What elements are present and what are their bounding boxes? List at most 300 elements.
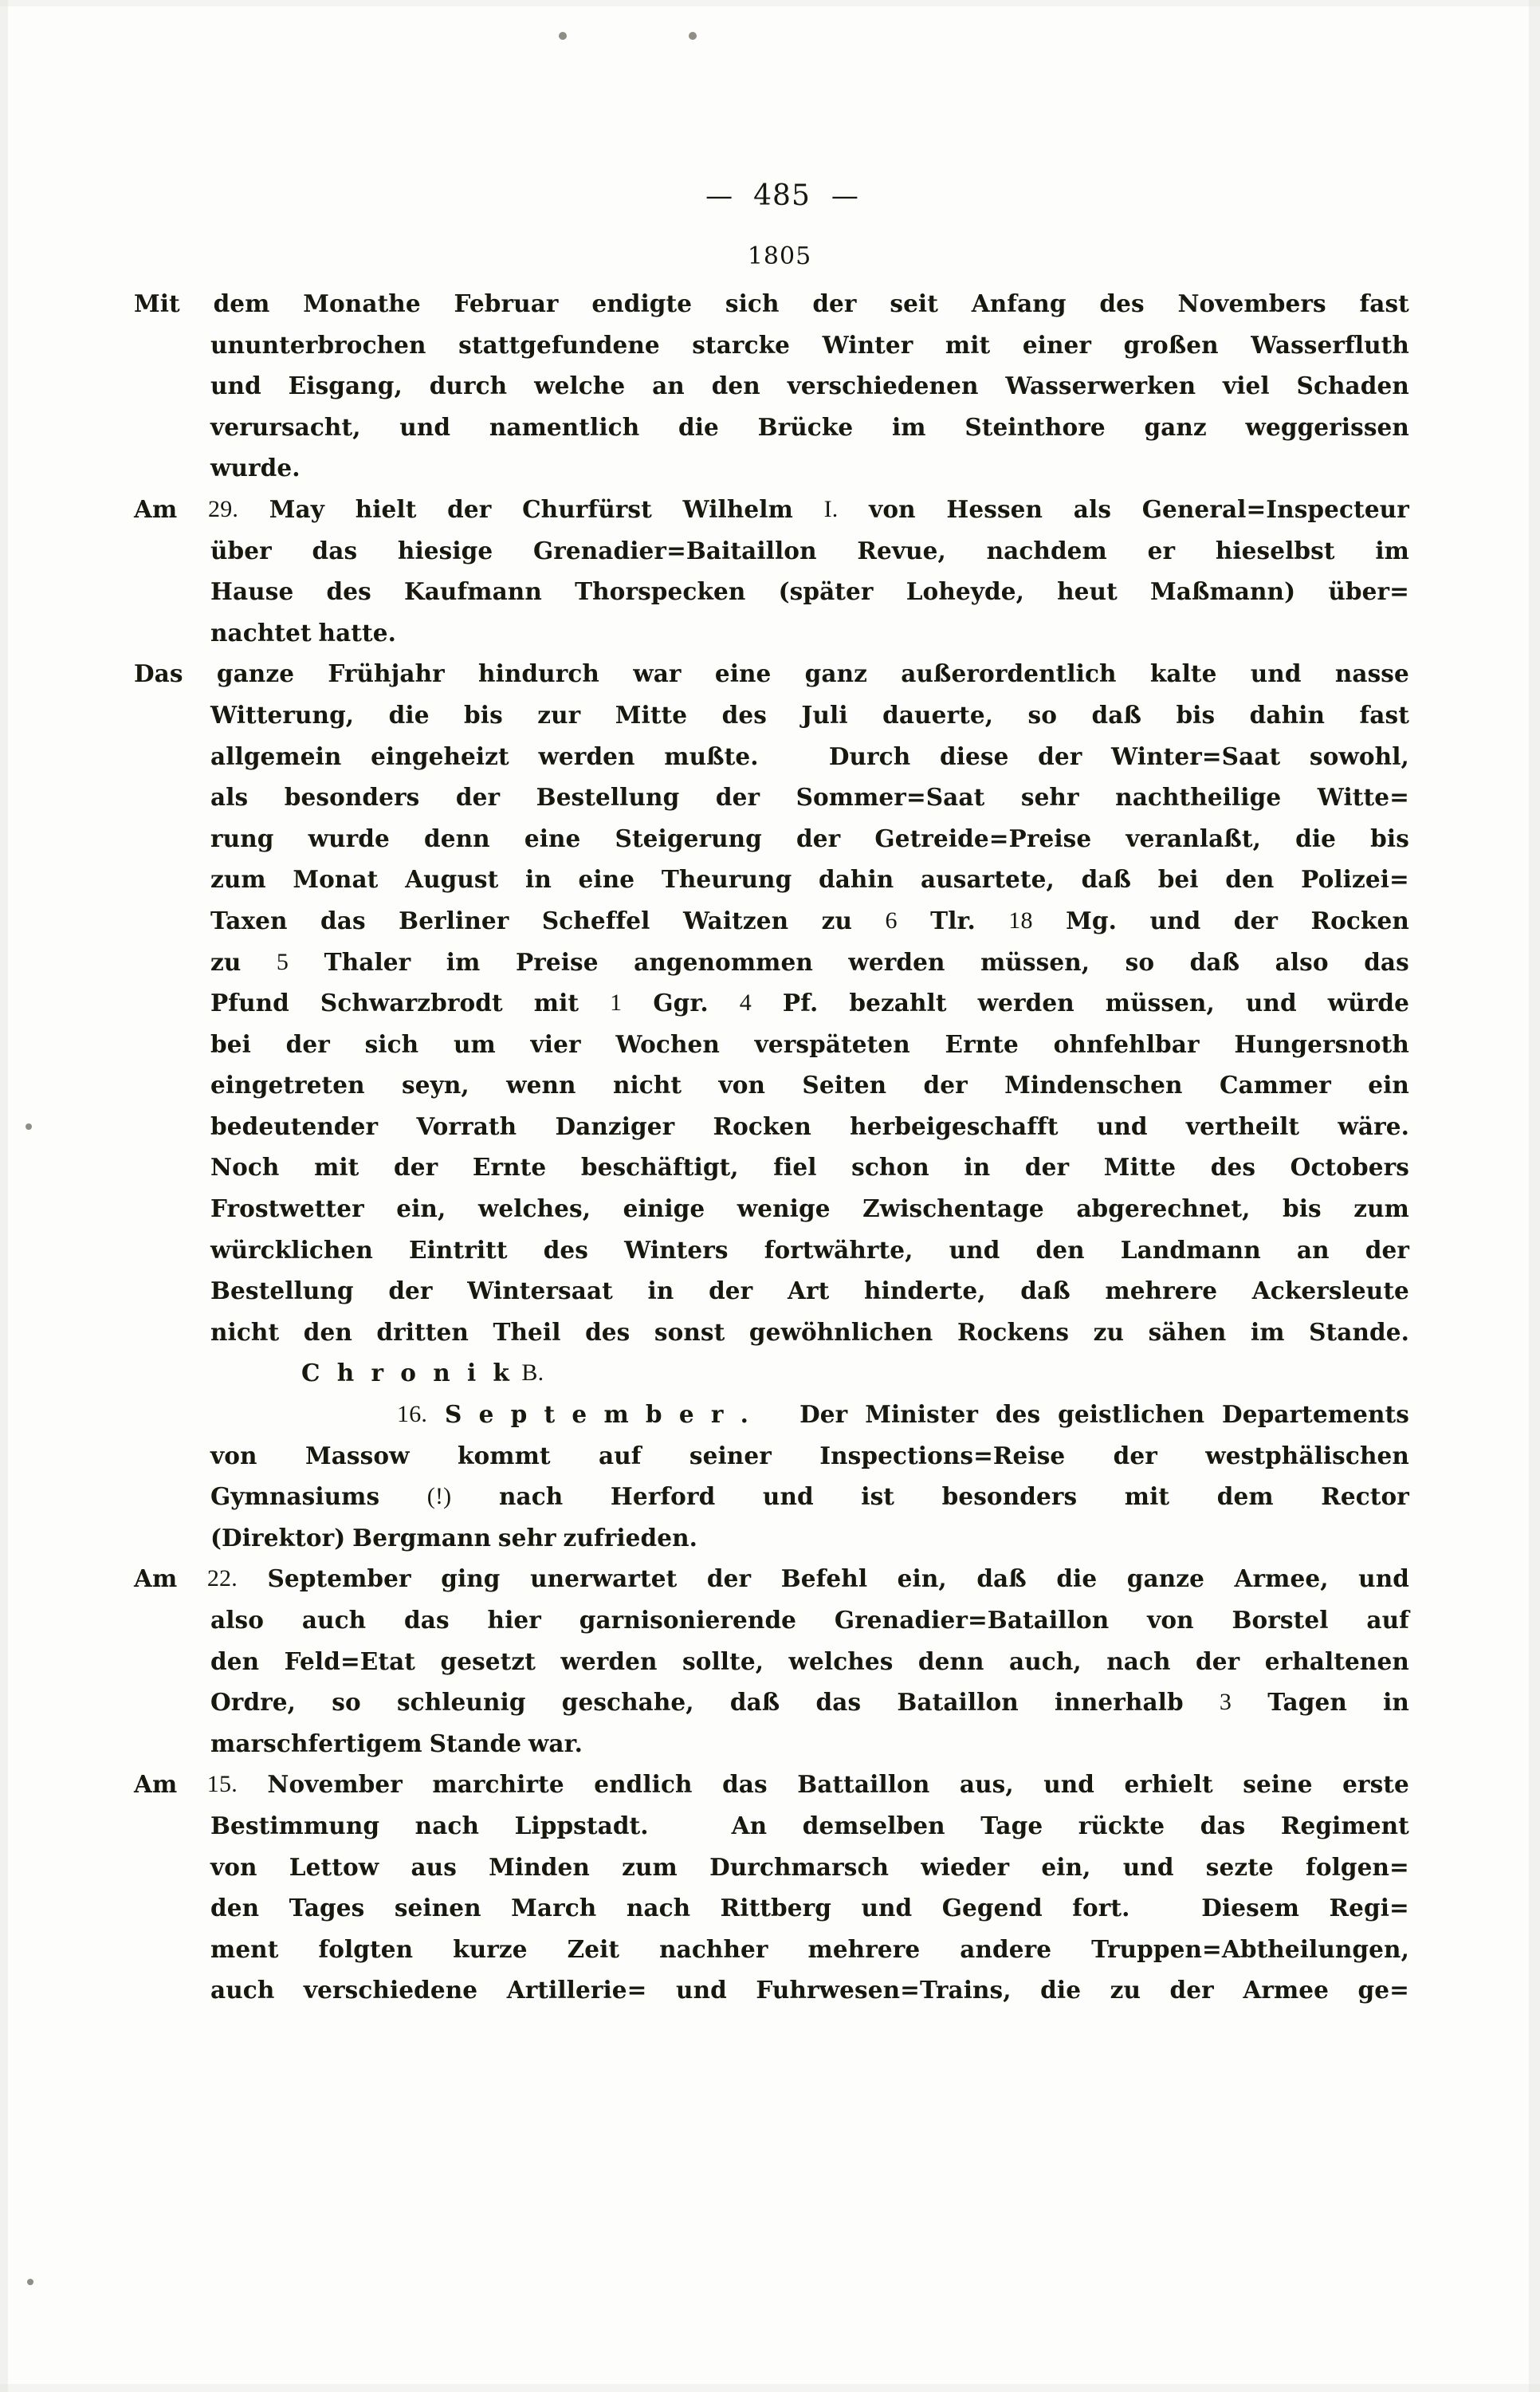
word: garnisonierende — [579, 1606, 797, 1634]
word: fiel — [773, 1153, 817, 1182]
text-line — [134, 1887, 1409, 1929]
word: welche — [534, 372, 626, 400]
word: Taxen — [210, 906, 288, 934]
word: zum — [210, 865, 266, 894]
word: diese — [939, 742, 1009, 770]
word: werden — [560, 1646, 658, 1675]
word: mehrere — [1105, 1277, 1218, 1305]
word: Berliner — [399, 906, 509, 934]
text-line — [134, 653, 1409, 694]
word: Ackersleute — [1251, 1277, 1409, 1305]
word: andere — [960, 1934, 1052, 1963]
word: also — [1275, 947, 1329, 976]
word: seyn, — [402, 1071, 469, 1100]
paragraph — [134, 283, 1409, 489]
word: innerhalb — [1054, 1688, 1184, 1717]
word: seit — [890, 289, 938, 317]
text-line — [134, 1229, 1409, 1271]
word: verursacht, — [210, 412, 361, 441]
word: Am — [134, 1770, 178, 1799]
word: Octobers — [1290, 1153, 1409, 1182]
word: der — [1169, 1976, 1214, 2004]
word: werden — [977, 989, 1074, 1017]
word: herbeigeschafft — [850, 1111, 1059, 1140]
word: die — [1040, 1976, 1082, 2004]
word: im — [891, 412, 926, 441]
word: von — [210, 1441, 257, 1469]
word: Ernte — [472, 1153, 547, 1182]
word: Bestellung — [536, 783, 680, 812]
word: Wilhelm — [682, 494, 793, 523]
word: Am — [134, 1564, 178, 1593]
word: würde — [1327, 989, 1409, 1017]
word: würcklichen — [210, 1235, 373, 1264]
word: Waitzen — [682, 906, 789, 934]
word: ganz — [804, 659, 868, 688]
word: großen — [1123, 330, 1219, 359]
word: der — [715, 783, 760, 812]
word: Sommer=Saat — [796, 783, 985, 812]
word: nicht — [612, 1071, 682, 1100]
word: an — [652, 372, 685, 400]
word: ein, — [897, 1564, 947, 1593]
word: Preise — [515, 947, 599, 976]
section-heading-letter: B. — [521, 1359, 544, 1387]
word: erhaltenen — [1264, 1646, 1409, 1675]
word: des — [326, 577, 371, 606]
word: viel — [1222, 372, 1270, 400]
word: hiesige — [397, 536, 493, 565]
word: des — [1210, 1153, 1256, 1182]
page-number: 485 — [753, 179, 811, 212]
word: den — [1035, 1235, 1085, 1264]
word: veranlaßt, — [1126, 824, 1261, 852]
word: 4 — [739, 989, 752, 1017]
word: 15. — [206, 1771, 238, 1798]
word: die — [1056, 1564, 1098, 1593]
text-column — [134, 179, 1409, 2011]
text-line — [134, 1147, 1409, 1188]
text-line — [134, 1024, 1409, 1065]
word: nach — [414, 1811, 480, 1839]
word: Frostwetter — [210, 1194, 364, 1223]
paragraph — [134, 653, 1409, 1352]
word: fast — [1359, 289, 1409, 317]
word: zur — [537, 700, 581, 729]
word: und — [1122, 1852, 1174, 1881]
section-heading-name: C h r o n i k — [301, 1359, 514, 1387]
text-line — [134, 1847, 1409, 1888]
word: marschfertigem — [210, 1729, 422, 1757]
word: Ggr. — [653, 989, 709, 1017]
text-line — [134, 1064, 1409, 1106]
word: Bataillon — [897, 1688, 1019, 1717]
word: hier — [487, 1606, 541, 1634]
word: schon — [851, 1153, 929, 1182]
word: demselben — [802, 1811, 945, 1839]
word: und — [861, 1894, 913, 1922]
text-line — [134, 736, 1409, 777]
word: von — [869, 494, 916, 523]
word: der — [455, 783, 501, 812]
word: Zeit — [567, 1934, 620, 1963]
word: hindurch — [478, 659, 599, 688]
word: Hause — [210, 577, 294, 606]
word: Artillerie= — [506, 1976, 647, 2004]
word: im — [446, 947, 481, 976]
word: dauerte, — [882, 700, 994, 729]
word: heut — [1057, 577, 1118, 606]
word: in — [964, 1153, 991, 1182]
word: Wasserwerken — [1005, 372, 1196, 400]
word: Thorspecken — [575, 577, 746, 606]
text-line — [134, 489, 1409, 530]
word: (Direktor) — [210, 1523, 346, 1552]
word: mit — [945, 330, 991, 359]
word: der — [1196, 1646, 1240, 1675]
word: Bestellung — [210, 1277, 354, 1305]
word: nachher — [659, 1934, 768, 1963]
word: seiner — [689, 1441, 772, 1469]
word: Witterung, — [210, 700, 355, 729]
word: 22. — [206, 1565, 238, 1592]
scan-speck — [559, 32, 567, 40]
word: unerwartet — [530, 1564, 678, 1593]
word: Monat — [293, 865, 379, 894]
word: Mitte — [1103, 1153, 1177, 1182]
word: abgerechnet, — [1076, 1194, 1251, 1223]
word: Departements — [1222, 1400, 1409, 1429]
word: geschahe, — [561, 1688, 694, 1717]
word: wäre. — [1338, 1111, 1409, 1140]
text-line — [134, 365, 1409, 407]
word: erhielt — [1124, 1770, 1213, 1799]
word: wurde. — [210, 454, 301, 482]
word: zu — [1093, 1317, 1125, 1346]
word: zu — [1110, 1976, 1141, 2004]
word: aus, — [959, 1770, 1014, 1799]
word: dahin — [818, 865, 894, 894]
word: stattgefundene — [458, 330, 660, 359]
word: ge= — [1357, 1976, 1409, 2004]
word: hatte. — [318, 618, 397, 647]
word: des — [1099, 289, 1145, 317]
word: Tlr. — [930, 906, 976, 934]
word: eine — [524, 824, 581, 852]
word: und — [676, 1976, 727, 2004]
word: der — [285, 1029, 330, 1058]
word: also — [210, 1606, 265, 1634]
word: der — [709, 1277, 753, 1305]
word: Polizei= — [1301, 865, 1409, 894]
word: westphälischen — [1205, 1441, 1409, 1469]
word: Kaufmann — [403, 577, 542, 606]
word: den — [210, 1646, 260, 1675]
word: Herford — [610, 1482, 716, 1511]
word: ganze — [216, 659, 295, 688]
sentence-gap — [1160, 1887, 1172, 1929]
text-line — [134, 1188, 1409, 1229]
text-line — [134, 571, 1409, 612]
word: über= — [1328, 577, 1409, 606]
word: müssen, — [1105, 989, 1215, 1017]
word: zu — [821, 906, 853, 934]
text-line — [134, 612, 1409, 654]
word: 29. — [208, 495, 239, 522]
word: 16. — [397, 1401, 428, 1428]
word: und — [1043, 1770, 1095, 1799]
text-line — [134, 283, 1409, 325]
word: so — [1125, 947, 1155, 976]
word: Rector — [1321, 1482, 1409, 1511]
scan-edge-top — [0, 0, 1540, 6]
word: Ernte — [945, 1029, 1019, 1058]
word: Befehl — [780, 1564, 868, 1593]
word: Regi= — [1329, 1894, 1409, 1922]
word: May — [269, 494, 325, 523]
word: über — [210, 536, 272, 565]
word: wurde — [308, 824, 390, 852]
word: bedeutender — [210, 1111, 379, 1140]
word: Wochen — [615, 1029, 720, 1058]
word: sich — [364, 1029, 419, 1058]
word: auf — [1366, 1606, 1409, 1634]
word: mit — [1124, 1482, 1170, 1511]
text-line — [134, 1969, 1409, 2011]
word: Loheyde, — [906, 577, 1024, 606]
word: (später — [778, 577, 874, 606]
word: die — [678, 412, 719, 441]
word: Feld=Etat — [284, 1646, 416, 1675]
word: der — [706, 1564, 752, 1593]
word: sehr — [1020, 783, 1079, 812]
word: hielt — [355, 494, 417, 523]
word: durch — [429, 372, 508, 400]
word: eingetreten — [210, 1071, 365, 1100]
word: Juli — [801, 700, 848, 729]
word: mit — [533, 989, 579, 1017]
text-line — [134, 1805, 1409, 1847]
word: außerordentlich — [901, 659, 1117, 688]
word: auf — [599, 1441, 642, 1469]
word: endigte — [591, 289, 693, 317]
word: Battaillon — [797, 1770, 930, 1799]
word: 1 — [610, 989, 623, 1017]
word: Eintritt — [409, 1235, 508, 1264]
word: Thaler — [324, 947, 411, 976]
text-line — [134, 1476, 1409, 1517]
word: beschäftigt, — [580, 1153, 739, 1182]
text-line — [134, 1599, 1409, 1641]
scan-edge-right — [1529, 0, 1540, 2392]
word: Armee — [1243, 1976, 1330, 2004]
word: nach — [498, 1482, 564, 1511]
word: die — [388, 700, 430, 729]
word: daß — [1020, 1277, 1071, 1305]
word: der — [447, 494, 492, 523]
folio-dash-left: — — [705, 180, 733, 212]
word: kurze — [453, 1934, 528, 1963]
word: nasse — [1334, 659, 1409, 688]
word: welches, — [477, 1194, 591, 1223]
word: Mg. — [1066, 906, 1118, 934]
word: Steigerung — [615, 824, 762, 852]
word: und — [762, 1482, 814, 1511]
word: Armee, — [1234, 1564, 1329, 1593]
word: nachdem — [986, 536, 1107, 565]
word: vertheilt — [1185, 1111, 1300, 1140]
text-line — [134, 407, 1409, 448]
text-line — [134, 859, 1409, 900]
word: und — [210, 372, 261, 400]
word: in — [525, 865, 552, 894]
word: Massow — [304, 1441, 410, 1469]
text-line — [134, 447, 1409, 489]
word: seinen — [394, 1894, 481, 1922]
word: wenn — [506, 1071, 576, 1100]
word: Steinthore — [964, 412, 1106, 441]
word: in — [1383, 1688, 1409, 1717]
word: Cammer — [1219, 1071, 1331, 1100]
word: bis — [1370, 824, 1409, 852]
word: nach — [1106, 1646, 1171, 1675]
word: wenige — [737, 1194, 831, 1223]
word: Minden — [489, 1852, 590, 1881]
word: dritten — [376, 1317, 469, 1346]
word: des — [585, 1317, 631, 1346]
word: ausartete, — [921, 865, 1055, 894]
word: wieder — [921, 1852, 1010, 1881]
word: nachtet — [210, 618, 312, 647]
word: des — [721, 700, 767, 729]
word: Gegend — [941, 1894, 1043, 1922]
word: seine — [1243, 1770, 1313, 1799]
word: sich — [725, 289, 780, 317]
word: Art — [787, 1277, 830, 1305]
paragraph — [134, 1558, 1409, 1764]
word: als — [210, 783, 249, 812]
word: ein, — [396, 1194, 446, 1223]
word: der — [1024, 1153, 1070, 1182]
sentence-gap — [684, 1805, 696, 1847]
folio-dash-right: — — [831, 180, 858, 212]
word: mußte. — [664, 742, 759, 770]
word: Hessen — [946, 494, 1043, 523]
word: sähen — [1148, 1317, 1227, 1346]
word: 18 — [1008, 907, 1033, 934]
word: verschiedene — [303, 1976, 478, 2004]
word: Winter=Saat — [1111, 742, 1281, 770]
text-line — [134, 1394, 1409, 1435]
text-line — [134, 1764, 1409, 1805]
word: Mit — [134, 289, 180, 317]
word: im — [1375, 536, 1409, 565]
word: Tages — [289, 1894, 365, 1922]
word: bis — [1176, 700, 1216, 729]
word: ganz — [1144, 412, 1207, 441]
scan-speck — [27, 2279, 33, 2285]
word: September — [267, 1564, 411, 1593]
word: sezte — [1205, 1852, 1274, 1881]
word: angenommen — [634, 947, 813, 976]
word: er — [1147, 536, 1176, 565]
text-line — [134, 1517, 1409, 1559]
word: das — [1364, 947, 1409, 976]
word: im — [1250, 1317, 1285, 1346]
word: gesetzt — [440, 1646, 536, 1675]
word: 6 — [885, 907, 898, 934]
word: als — [1073, 494, 1112, 523]
word: so — [332, 1688, 361, 1717]
word: zum — [622, 1852, 678, 1881]
word: mehrere — [807, 1934, 921, 1963]
word: den — [711, 372, 760, 400]
word: daß — [1081, 865, 1132, 894]
word: Fuhrwesen=Trains, — [756, 1976, 1012, 2004]
word: ment — [210, 1934, 279, 1963]
word: schleunig — [396, 1688, 526, 1717]
word: das — [722, 1770, 768, 1799]
word: dahin — [1249, 700, 1326, 729]
word: sehr — [497, 1523, 556, 1552]
word: Am — [134, 494, 178, 523]
word: der — [812, 289, 857, 317]
word: Der — [799, 1400, 848, 1429]
paragraph — [134, 1764, 1409, 2011]
word: denn — [917, 1646, 984, 1675]
word: Theil — [493, 1317, 561, 1346]
word: Anfang — [971, 289, 1067, 317]
word: fortwährte, — [764, 1235, 913, 1264]
word: des — [995, 1400, 1041, 1429]
word: zum — [1353, 1194, 1409, 1223]
scan-speck — [689, 32, 697, 40]
word: der — [1365, 1235, 1409, 1264]
word: und — [399, 412, 451, 441]
word: dem — [213, 289, 270, 317]
word: besonders — [284, 783, 420, 812]
word: auch — [210, 1976, 275, 2004]
word: nach — [626, 1894, 691, 1922]
word: Stande. — [1309, 1317, 1409, 1346]
word: bei — [1157, 865, 1199, 894]
word: marchirte — [432, 1770, 564, 1799]
text-line — [134, 1682, 1409, 1723]
section-heading — [134, 1352, 1409, 1394]
text-line — [134, 694, 1409, 736]
word: Regiment — [1280, 1811, 1409, 1839]
word: Gymnasiums — [210, 1482, 380, 1511]
word: geistlichen — [1058, 1400, 1205, 1429]
word: Pf. — [782, 989, 819, 1017]
word: S e p t e m b e r . — [445, 1400, 753, 1429]
word: Grenadier=Bataillon — [834, 1606, 1110, 1634]
word: müssen, — [980, 947, 1090, 976]
word: werden — [848, 947, 945, 976]
word: allgemein — [210, 742, 342, 770]
word: Eisgang, — [288, 372, 403, 400]
word: Das — [134, 659, 183, 688]
word: Theurung — [661, 865, 792, 894]
word: Vorrath — [416, 1111, 517, 1140]
word: Rocken — [713, 1111, 811, 1140]
word: Wasserfluth — [1251, 330, 1409, 359]
word: sollte, — [682, 1646, 764, 1675]
word: erste — [1342, 1770, 1409, 1799]
word: namentlich — [489, 412, 640, 441]
word: Mitte — [615, 700, 688, 729]
word: gewöhnlichen — [748, 1317, 933, 1346]
